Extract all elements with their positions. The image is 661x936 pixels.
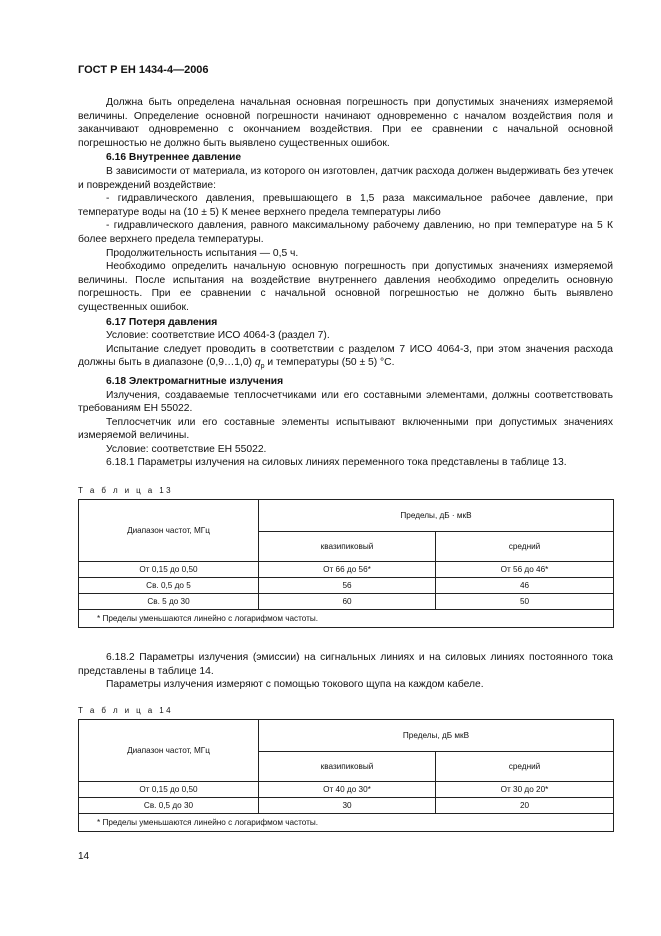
table-header-frequency: Диапазон частот, МГц <box>79 500 259 562</box>
section-heading-6-17: 6.17 Потеря давления <box>106 316 218 328</box>
paragraph <box>78 343 613 374</box>
table-row <box>79 594 614 610</box>
table-13 <box>78 499 614 628</box>
table-14 <box>78 719 614 832</box>
page-number: 14 <box>78 851 90 862</box>
table-cell: От 0,15 до 0,50 <box>79 782 259 798</box>
table-14-caption: Т а б л и ц а 14 <box>78 706 173 715</box>
table-cell: 20 <box>436 798 614 814</box>
table-header-average: средний <box>436 532 614 562</box>
paragraph: Условие: соответствие ИСО 4064-3 (раздел 7). <box>106 330 330 342</box>
paragraph: - гидравлического давления, равного максимальному рабочему давлению, но при температуре на 5 К более верхнего предела температуры. <box>78 220 613 245</box>
table-row <box>79 798 614 814</box>
table-note: * Пределы уменьшаются линейно с логарифмом частоты. <box>79 814 614 832</box>
paragraph: Параметры излучения измеряют с помощью токового щупа на каждом кабеле. <box>106 679 484 691</box>
table-cell: От 66 до 56* <box>259 562 436 578</box>
paragraph: 6.18.2 Параметры излучения (эмиссии) на сигнальных линиях и на силовых линиях постоянного тока представлены в таблице 14. <box>78 652 613 677</box>
text-block-middle <box>78 651 613 692</box>
paragraph-part: и температуры (50 ± 5) °С. <box>264 357 395 369</box>
paragraph-part: Испытание следует проводить в соответствии с разделом 7 ИСО 4064-3, при этом значения расхода должны быть в диапазоне (0,9…1,0) <box>78 343 613 369</box>
paragraph: В зависимости от материала, из которого он изготовлен, датчик расхода должен выдерживать без утечек и повреждений воздействие: <box>78 165 613 191</box>
table-header-quasipeak: квазипиковый <box>259 752 436 782</box>
table-cell: От 30 до 20* <box>436 782 614 798</box>
table-header-limits: Пределы, дБ мкВ <box>259 720 614 752</box>
paragraph: 6.18.1 Параметры излучения на силовых линиях переменного тока представлены в таблице 13. <box>106 457 567 469</box>
table-cell: От 0,15 до 0,50 <box>79 562 259 578</box>
table-header-quasipeak: квазипиковый <box>259 532 436 562</box>
text-block-top <box>78 96 613 470</box>
table-cell: 60 <box>259 594 436 610</box>
table-cell: Св. 0,5 до 5 <box>79 578 259 594</box>
table-row <box>79 562 614 578</box>
table-row <box>79 578 614 594</box>
section-heading-6-18: 6.18 Электромагнитные излучения <box>106 375 284 387</box>
table-13-caption: Т а б л и ц а 13 <box>78 486 173 495</box>
flow-subscript: p <box>260 363 265 371</box>
table-cell: 56 <box>259 578 436 594</box>
table-cell: От 40 до 30* <box>259 782 436 798</box>
table-cell: Св. 5 до 30 <box>79 594 259 610</box>
table-cell: От 56 до 46* <box>436 562 614 578</box>
table-header-average: средний <box>436 752 614 782</box>
table-row <box>79 782 614 798</box>
section-heading-6-16: 6.16 Внутреннее давление <box>106 152 242 164</box>
table-header-frequency: Диапазон частот, МГц <box>79 720 259 782</box>
paragraph: Излучения, создаваемые теплосчетчиками или его составными элементами, должны соответствовать требованиям ЕН 55022. <box>78 389 613 415</box>
paragraph: - гидравлического давления, превышающего в 1,5 раза максимальное рабочее давление, при температуре воды на (10 ± 5) К менее верхнего предела температуры либо <box>78 193 613 218</box>
document-header: ГОСТ Р ЕН 1434-4—2006 <box>78 64 209 76</box>
paragraph: Должна быть определена начальная основная погрешность при допустимых значениях измеряемой величины. Определение основной погрешности начинают одновременно с началом воздействия поля и заканчивают одновременно с окончанием воздействия. При ее сравнении с начальной основной погрешностью не должно быть выявлено существенных ошибок. <box>78 97 613 149</box>
table-cell: 30 <box>259 798 436 814</box>
table-cell: 50 <box>436 594 614 610</box>
table-header-limits: Пределы, дБ · мкВ <box>259 500 614 532</box>
paragraph: Теплосчетчик или его составные элементы испытывают включенными при допустимых значениях измеряемой величины. <box>78 416 613 442</box>
paragraph: Условие: соответствие ЕН 55022. <box>106 443 267 455</box>
table-cell: 46 <box>436 578 614 594</box>
table-note: * Пределы уменьшаются линейно с логарифмом частоты. <box>79 610 614 628</box>
paragraph: Необходимо определить начальную основную погрешность при допустимых значениях измеряемой величины. После испытания на воздействие внутреннего давления необходимо определить основную погрешность. При ее сравнении с начальной основной погрешностью не должно быть выявлено существенных ошибок. <box>78 261 613 313</box>
flow-symbol: q <box>254 357 261 369</box>
table-cell: Св. 0,5 до 30 <box>79 798 259 814</box>
paragraph: Продолжительность испытания — 0,5 ч. <box>106 247 299 259</box>
